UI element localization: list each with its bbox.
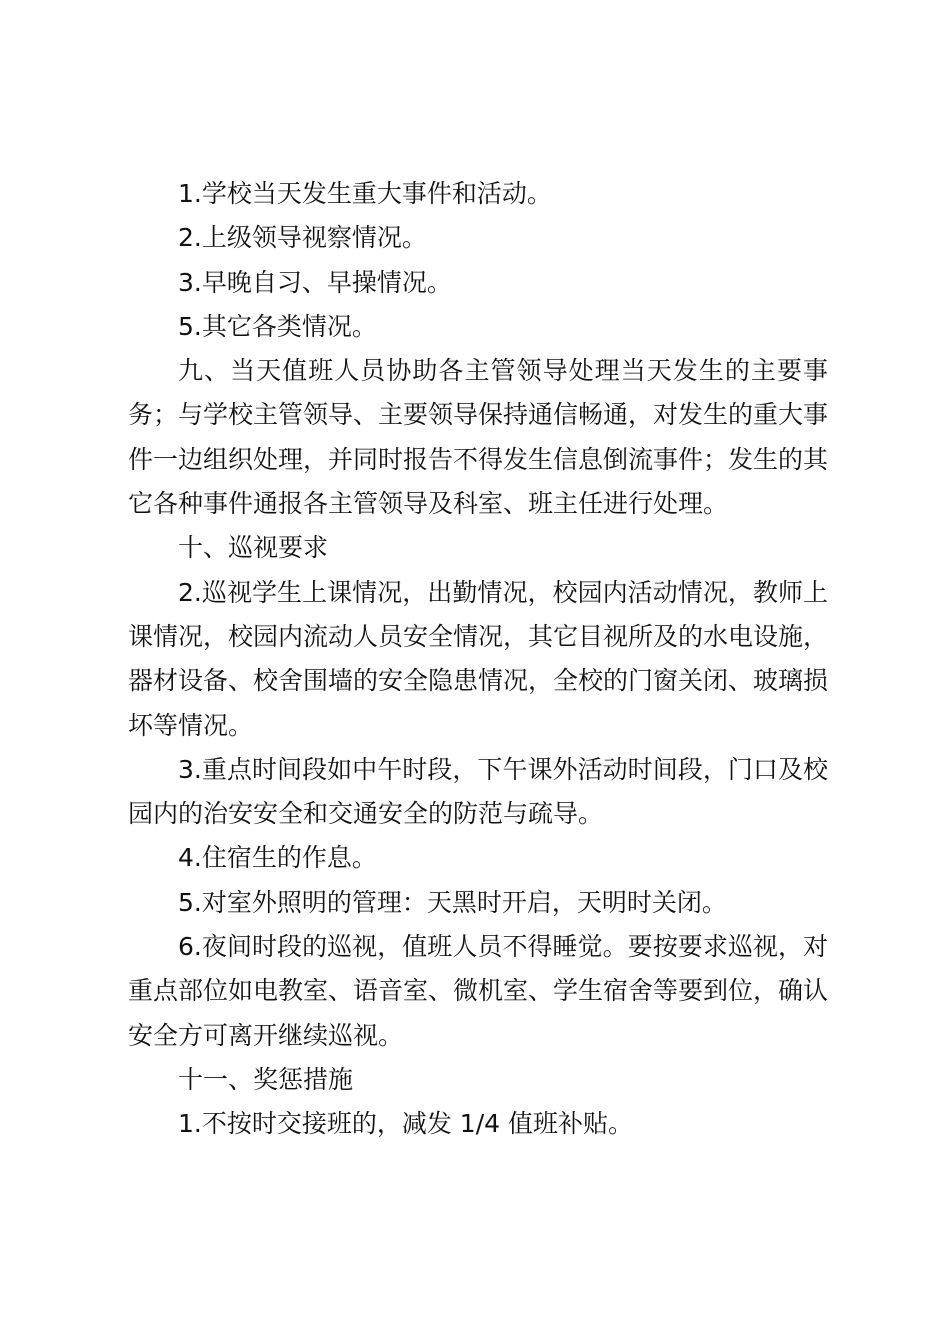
patrol-item-6: 6.夜间时段的巡视，值班人员不得睡觉。要按要求巡视，对重点部位如电教室、语音室、微机室、学生宿舍等要到位，确认安全方可离开继续巡视。	[128, 932, 829, 1050]
paragraph-item-2: 2.上级领导视察情况。	[178, 223, 427, 253]
paragraph-item-1: 1.学校当天发生重大事件和活动。	[178, 179, 552, 208]
section-nine-paragraph: 九、当天值班人员协助各主管领导处理当天发生的主要事务；与学校主管领导、主要领导保持通信畅通，对发生的重大事件一边组织处理，并同时报告不得发生信息倒流事件；发生的其它各种事件通报各主管领导及科室、班主任进行处理。	[128, 356, 829, 519]
patrol-item-5: 5.对室外照明的管理：天黑时开启，天明时关闭。	[178, 887, 727, 917]
paragraph-item-5: 5.其它各类情况。	[178, 311, 377, 341]
patrol-item-3: 3.重点时间段如中午时段，下午课外活动时间段，门口及校园内的治安安全和交通安全的防范与疏导。	[128, 754, 828, 829]
section-eleven-heading: 十一、奖惩措施	[178, 1064, 354, 1094]
patrol-item-2: 2.巡视学生上课情况，出勤情况，校园内活动情况，教师上课情况，校园内流动人员安全情况，其它目视所及的水电设施，器材设备、校舍围墙的安全隐患情况，全校的门窗关闭、玻璃损坏等情况。	[128, 577, 829, 740]
paragraph-item-3: 3.早晚自习、早操情况。	[178, 267, 452, 297]
patrol-item-4: 4.住宿生的作息。	[178, 843, 377, 873]
document-page	[128, 172, 828, 1147]
reward-item-1: 1.不按时交接班的，减发 1/4 值班补贴。	[178, 1109, 633, 1139]
section-ten-heading: 十、巡视要求	[178, 533, 329, 563]
